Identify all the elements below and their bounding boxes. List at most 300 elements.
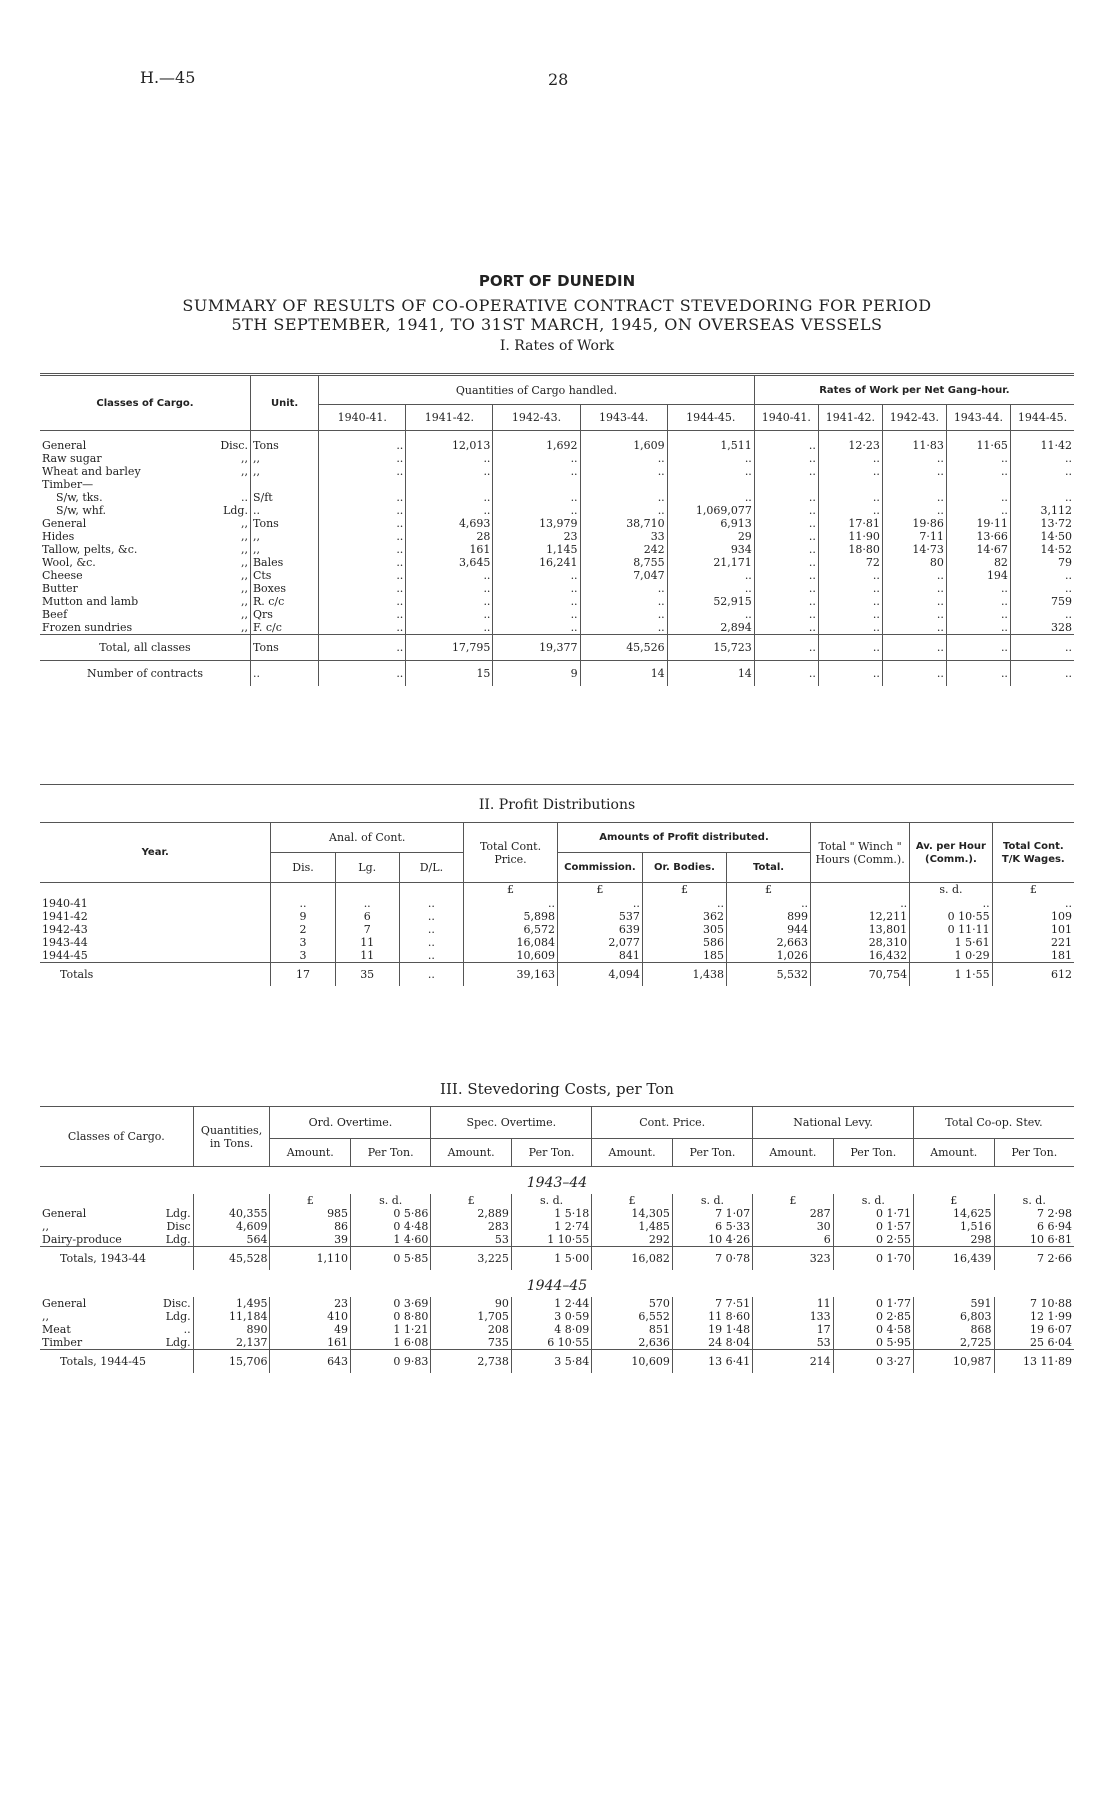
- blank: [811, 883, 910, 898]
- value-cell: ..: [319, 491, 406, 504]
- section-3-heading: III. Stevedoring Costs, per Ton: [440, 1080, 674, 1098]
- value-cell: 292: [592, 1233, 673, 1247]
- value-cell: 80: [882, 556, 946, 569]
- operation: Ldg.: [165, 1336, 191, 1349]
- value-cell: 101: [992, 923, 1074, 936]
- value-cell: 70,754: [811, 963, 910, 987]
- value-cell: 1,069,077: [667, 504, 754, 517]
- value-cell: ..: [319, 661, 406, 687]
- value-cell: ..: [946, 504, 1010, 517]
- unit-label: £: [431, 1194, 512, 1207]
- contracts-row: [40, 661, 1074, 687]
- value-cell: [667, 478, 754, 491]
- value-cell: S/ft: [250, 491, 318, 504]
- value-cell: 985: [270, 1207, 351, 1220]
- cargo-name: Butter: [42, 582, 78, 595]
- value-cell: ..: [754, 504, 818, 517]
- th-amount: Amount.: [753, 1139, 834, 1167]
- table-row: [40, 608, 1074, 621]
- value-cell: ..: [754, 582, 818, 595]
- value-cell: 11: [753, 1297, 834, 1310]
- value-cell: 19 6·07: [994, 1323, 1074, 1336]
- value-cell: ..: [399, 923, 463, 936]
- value-cell: 1 1·55: [910, 963, 992, 987]
- value-cell: ..: [580, 582, 667, 595]
- section-2-heading: II. Profit Distributions: [478, 797, 636, 813]
- value-cell: 1 5·18: [511, 1207, 591, 1220]
- value-cell: 570: [592, 1297, 673, 1310]
- value-cell: 13,979: [493, 517, 580, 530]
- cargo-class-cell: [40, 1233, 193, 1247]
- table-row: [40, 621, 1074, 635]
- row-label: Number of contracts: [40, 661, 250, 687]
- value-cell: 12,211: [811, 910, 910, 923]
- table-row: [40, 465, 1074, 478]
- value-cell: 3,225: [431, 1247, 512, 1271]
- unit-label: £: [558, 883, 643, 898]
- value-cell: ..: [319, 530, 406, 543]
- th-group: National Levy.: [753, 1107, 914, 1139]
- table-row: [40, 431, 1074, 453]
- value-cell: ..: [399, 897, 463, 910]
- th-price: Total Cont. Price.: [464, 823, 558, 883]
- value-cell: 0 4·48: [351, 1220, 431, 1233]
- value-cell: ..: [319, 517, 406, 530]
- value-cell: ..: [580, 465, 667, 478]
- value-cell: 2,894: [667, 621, 754, 635]
- value-cell: 4,094: [558, 963, 643, 987]
- table-row: [40, 1323, 1074, 1336]
- value-cell: 12·23: [818, 431, 882, 453]
- cargo-class-cell: [40, 543, 250, 556]
- value-cell: ..: [319, 569, 406, 582]
- value-cell: 12,013: [406, 431, 493, 453]
- table-row: [40, 569, 1074, 582]
- th-amount: Amount.: [270, 1139, 351, 1167]
- value-cell: 7 2·98: [994, 1207, 1074, 1220]
- th-group: Total Co-op. Stev.: [913, 1107, 1074, 1139]
- totals-row: [40, 963, 1074, 987]
- value-cell: ..: [667, 569, 754, 582]
- value-cell: ..: [946, 595, 1010, 608]
- value-cell: 328: [1010, 621, 1074, 635]
- unit-label: £: [992, 883, 1074, 898]
- value-cell: ..: [493, 608, 580, 621]
- year-subheading: 1943–44: [526, 1175, 588, 1191]
- value-cell: ..: [406, 504, 493, 517]
- value-cell: 24 8·04: [672, 1336, 752, 1350]
- unit-label: s. d.: [994, 1194, 1074, 1207]
- operation: Ldg.: [165, 1310, 191, 1323]
- value-cell: ..: [818, 569, 882, 582]
- value-cell: 2,137: [193, 1336, 270, 1350]
- value-cell: 10,609: [464, 949, 558, 963]
- value-cell: 1,692: [493, 431, 580, 453]
- value-cell: 1,145: [493, 543, 580, 556]
- value-cell: ..: [319, 595, 406, 608]
- value-cell: 5,532: [727, 963, 811, 987]
- page-ref: H.—45: [140, 68, 196, 87]
- th-lg: Lg.: [335, 853, 399, 883]
- value-cell: 19 1·48: [672, 1323, 752, 1336]
- cargo-name: General: [42, 517, 87, 530]
- value-cell: ..: [667, 452, 754, 465]
- cargo-name: Timber: [42, 1336, 83, 1349]
- value-cell: 0 1·71: [833, 1207, 913, 1220]
- value-cell: ..: [1010, 491, 1074, 504]
- value-cell: 7 1·07: [672, 1207, 752, 1220]
- table-row: [40, 504, 1074, 517]
- cargo-name: Cheese: [42, 569, 83, 582]
- value-cell: ..: [319, 452, 406, 465]
- value-cell: 10,609: [592, 1350, 673, 1374]
- value-cell: 39: [270, 1233, 351, 1247]
- value-cell: 7·11: [882, 530, 946, 543]
- value-cell: F. c/c: [250, 621, 318, 635]
- unit-label: s. d.: [910, 883, 992, 898]
- value-cell: ..: [399, 963, 463, 987]
- value-cell: 181: [992, 949, 1074, 963]
- value-cell: 72: [818, 556, 882, 569]
- value-cell: 242: [580, 543, 667, 556]
- value-cell: 3 5·84: [511, 1350, 591, 1374]
- value-cell: Cts: [250, 569, 318, 582]
- value-cell: 33: [580, 530, 667, 543]
- cargo-name: Raw sugar: [42, 452, 102, 465]
- cargo-class-cell: [40, 556, 250, 569]
- value-cell: 15,706: [193, 1350, 270, 1374]
- value-cell: ..: [493, 582, 580, 595]
- cargo-name: S/w, tks.: [56, 491, 103, 504]
- table-row: [40, 936, 1074, 949]
- value-cell: 16,084: [464, 936, 558, 949]
- table-row: [40, 478, 1074, 491]
- th-quantities: Quantities, in Tons.: [193, 1107, 270, 1167]
- value-cell: 30: [753, 1220, 834, 1233]
- cargo-class-cell: [40, 465, 250, 478]
- value-cell: 23: [270, 1297, 351, 1310]
- value-cell: 759: [1010, 595, 1074, 608]
- value-cell: 5,898: [464, 910, 558, 923]
- operation: ,,: [240, 530, 248, 543]
- value-cell: ..: [406, 491, 493, 504]
- value-cell: 14·52: [1010, 543, 1074, 556]
- value-cell: 3: [271, 936, 335, 949]
- unit-label: £: [642, 883, 726, 898]
- cargo-class-cell: [40, 1336, 193, 1350]
- value-cell: 0 1·57: [833, 1220, 913, 1233]
- unit-label: £: [753, 1194, 834, 1207]
- value-cell: ..: [580, 608, 667, 621]
- value-cell: 214: [753, 1350, 834, 1374]
- value-cell: 11: [335, 949, 399, 963]
- value-cell: 14·50: [1010, 530, 1074, 543]
- value-cell: 591: [913, 1297, 994, 1310]
- value-cell: 7 2·66: [994, 1247, 1074, 1271]
- value-cell: ..: [250, 504, 318, 517]
- value-cell: ..: [580, 504, 667, 517]
- value-cell: 0 8·80: [351, 1310, 431, 1323]
- value-cell: 2,663: [727, 936, 811, 949]
- table-row: [40, 1297, 1074, 1310]
- value-cell: ..: [667, 608, 754, 621]
- unit-label: s. d.: [511, 1194, 591, 1207]
- value-cell: 0 10·55: [910, 910, 992, 923]
- value-cell: ..: [818, 635, 882, 661]
- totals-row: [40, 1350, 1074, 1374]
- value-cell: ..: [493, 465, 580, 478]
- value-cell: 2,725: [913, 1336, 994, 1350]
- value-cell: 23: [493, 530, 580, 543]
- value-cell: 586: [642, 936, 726, 949]
- value-cell: 305: [642, 923, 726, 936]
- summary-period: 5TH SEPTEMBER, 1941, TO 31ST MARCH, 1945, ON OVERSEAS VESSELS: [231, 315, 883, 334]
- th-group: Cont. Price.: [592, 1107, 753, 1139]
- value-cell: ..: [642, 897, 726, 910]
- cargo-name: Wool, &c.: [42, 556, 96, 569]
- value-cell: 7,047: [580, 569, 667, 582]
- value-cell: 6 5·33: [672, 1220, 752, 1233]
- blank: [271, 883, 335, 898]
- value-cell: ..: [319, 431, 406, 453]
- value-cell: 362: [642, 910, 726, 923]
- value-cell: Tons: [250, 517, 318, 530]
- value-cell: ..: [754, 517, 818, 530]
- value-cell: [493, 478, 580, 491]
- value-cell: ..: [493, 595, 580, 608]
- value-cell: Qrs: [250, 608, 318, 621]
- value-cell: 11·65: [946, 431, 1010, 453]
- value-cell: ..: [319, 635, 406, 661]
- th-year: Year.: [40, 823, 271, 883]
- value-cell: 19·86: [882, 517, 946, 530]
- value-cell: ..: [946, 582, 1010, 595]
- value-cell: 45,528: [193, 1247, 270, 1271]
- cargo-name: Mutton and lamb: [42, 595, 139, 608]
- value-cell: 851: [592, 1323, 673, 1336]
- value-cell: 1,511: [667, 431, 754, 453]
- value-cell: 161: [406, 543, 493, 556]
- value-cell: 45,526: [580, 635, 667, 661]
- operation: ..: [183, 1323, 191, 1336]
- value-cell: 14·67: [946, 543, 1010, 556]
- year-subheading-row: [40, 1270, 1074, 1297]
- value-cell: 14: [580, 661, 667, 687]
- value-cell: 0 3·69: [351, 1297, 431, 1310]
- value-cell: 1 4·60: [351, 1233, 431, 1247]
- value-cell: 13,801: [811, 923, 910, 936]
- value-cell: 7 0·78: [672, 1247, 752, 1271]
- value-cell: 0 5·95: [833, 1336, 913, 1350]
- cargo-name: General: [42, 439, 87, 452]
- value-cell: ..: [319, 556, 406, 569]
- cargo-name: ,,: [42, 1220, 49, 1233]
- value-cell: ..: [580, 621, 667, 635]
- table-row: [40, 491, 1074, 504]
- value-cell: 3 0·59: [511, 1310, 591, 1323]
- table-row: [40, 543, 1074, 556]
- table-row: [40, 1310, 1074, 1323]
- rule: [40, 784, 1074, 785]
- value-cell: Tons: [250, 635, 318, 661]
- value-cell: ..: [406, 621, 493, 635]
- value-cell: 17,795: [406, 635, 493, 661]
- cargo-class-cell: [40, 608, 250, 621]
- operation: ,,: [240, 543, 248, 556]
- value-cell: 14·73: [882, 543, 946, 556]
- value-cell: ..: [580, 452, 667, 465]
- unit-label: £: [464, 883, 558, 898]
- value-cell: 13 11·89: [994, 1350, 1074, 1374]
- value-cell: 537: [558, 910, 643, 923]
- cargo-class-cell: [40, 431, 250, 453]
- value-cell: 6 10·55: [511, 1336, 591, 1350]
- cargo-class-cell: [40, 582, 250, 595]
- unit-label: £: [270, 1194, 351, 1207]
- table-row: [40, 910, 1074, 923]
- rates-of-work-table: [40, 375, 1074, 686]
- value-cell: 28: [406, 530, 493, 543]
- cargo-name: ,,: [42, 1310, 49, 1323]
- operation: ,,: [240, 517, 248, 530]
- th-group: Spec. Overtime.: [431, 1107, 592, 1139]
- value-cell: 1 2·74: [511, 1220, 591, 1233]
- value-cell: 18·80: [818, 543, 882, 556]
- th-amount: Amount.: [913, 1139, 994, 1167]
- th-rates: Rates of Work per Net Gang-hour.: [754, 376, 1074, 405]
- operation: ,,: [240, 608, 248, 621]
- value-cell: ..: [754, 661, 818, 687]
- th-group: Ord. Overtime.: [270, 1107, 431, 1139]
- value-cell: ..: [818, 491, 882, 504]
- th-dis: Dis.: [271, 853, 335, 883]
- value-cell: [580, 478, 667, 491]
- value-cell: 0 1·77: [833, 1297, 913, 1310]
- value-cell: 1 6·08: [351, 1336, 431, 1350]
- value-cell: 0 1·70: [833, 1247, 913, 1271]
- value-cell: ..: [754, 608, 818, 621]
- value-cell: 221: [992, 936, 1074, 949]
- value-cell: ,,: [250, 543, 318, 556]
- table-row: [40, 1233, 1074, 1247]
- value-cell: ..: [1010, 635, 1074, 661]
- value-cell: 49: [270, 1323, 351, 1336]
- value-cell: ..: [493, 569, 580, 582]
- value-cell: 7 7·51: [672, 1297, 752, 1310]
- value-cell: 19,377: [493, 635, 580, 661]
- value-cell: 38,710: [580, 517, 667, 530]
- value-cell: 11: [335, 936, 399, 949]
- th-rate-year: 1942-43.: [882, 405, 946, 431]
- value-cell: 86: [270, 1220, 351, 1233]
- value-cell: [818, 478, 882, 491]
- year-cell: 1944-45: [42, 949, 88, 962]
- th-per-ton: Per Ton.: [672, 1139, 752, 1167]
- value-cell: ..: [406, 452, 493, 465]
- value-cell: 1 5·00: [511, 1247, 591, 1271]
- value-cell: 17: [271, 963, 335, 987]
- cargo-class-cell: [40, 517, 250, 530]
- th-dl: D/L.: [399, 853, 463, 883]
- value-cell: 890: [193, 1323, 270, 1336]
- value-cell: 2: [271, 923, 335, 936]
- value-cell: 3: [271, 949, 335, 963]
- value-cell: ..: [1010, 608, 1074, 621]
- blank: [193, 1194, 270, 1207]
- th-qty-year: 1943-44.: [580, 405, 667, 431]
- blank: [40, 1194, 193, 1207]
- th-amounts: Amounts of Profit distributed.: [558, 823, 811, 853]
- value-cell: 28,310: [811, 936, 910, 949]
- blank: [40, 883, 271, 898]
- value-cell: 4,609: [193, 1220, 270, 1233]
- value-cell: ..: [946, 491, 1010, 504]
- th-bodies: Or. Bodies.: [642, 853, 726, 883]
- value-cell: 53: [753, 1336, 834, 1350]
- value-cell: ..: [406, 582, 493, 595]
- value-cell: 14,305: [592, 1207, 673, 1220]
- value-cell: ..: [406, 569, 493, 582]
- value-cell: ..: [754, 556, 818, 569]
- value-cell: ..: [882, 465, 946, 478]
- th-avhour: Av. per Hour (Comm.).: [910, 823, 992, 883]
- table-row: [40, 1207, 1074, 1220]
- value-cell: ..: [319, 582, 406, 595]
- value-cell: ..: [754, 530, 818, 543]
- table-row: [40, 452, 1074, 465]
- value-cell: 2,889: [431, 1207, 512, 1220]
- value-cell: 3,112: [1010, 504, 1074, 517]
- cargo-class-cell: [40, 569, 250, 582]
- value-cell: 29: [667, 530, 754, 543]
- value-cell: 868: [913, 1323, 994, 1336]
- th-per-ton: Per Ton.: [833, 1139, 913, 1167]
- value-cell: ..: [754, 635, 818, 661]
- value-cell: 52,915: [667, 595, 754, 608]
- th-qty-year: 1941-42.: [406, 405, 493, 431]
- value-cell: 2,738: [431, 1350, 512, 1374]
- cargo-class-cell: [40, 491, 250, 504]
- value-cell: [882, 478, 946, 491]
- value-cell: 1,609: [580, 431, 667, 453]
- value-cell: Tons: [250, 431, 318, 453]
- year-cell: 1943-44: [42, 936, 88, 949]
- value-cell: ..: [754, 431, 818, 453]
- row-label: Totals: [40, 963, 271, 987]
- value-cell: [754, 478, 818, 491]
- value-cell: ..: [882, 661, 946, 687]
- value-cell: 643: [270, 1350, 351, 1374]
- units-row: [40, 1194, 1074, 1207]
- value-cell: ..: [464, 897, 558, 910]
- value-cell: ..: [946, 621, 1010, 635]
- value-cell: 6,803: [913, 1310, 994, 1323]
- th-unit: Unit.: [250, 376, 318, 431]
- value-cell: ..: [493, 621, 580, 635]
- value-cell: 10 4·26: [672, 1233, 752, 1247]
- value-cell: ..: [946, 661, 1010, 687]
- value-cell: ..: [946, 635, 1010, 661]
- value-cell: ..: [754, 491, 818, 504]
- cargo-class-cell: [40, 595, 250, 608]
- value-cell: ..: [882, 569, 946, 582]
- operation: ,,: [240, 595, 248, 608]
- value-cell: 21,171: [667, 556, 754, 569]
- value-cell: 109: [992, 910, 1074, 923]
- value-cell: 6 6·94: [994, 1220, 1074, 1233]
- value-cell: ..: [818, 452, 882, 465]
- operation: ,,: [240, 465, 248, 478]
